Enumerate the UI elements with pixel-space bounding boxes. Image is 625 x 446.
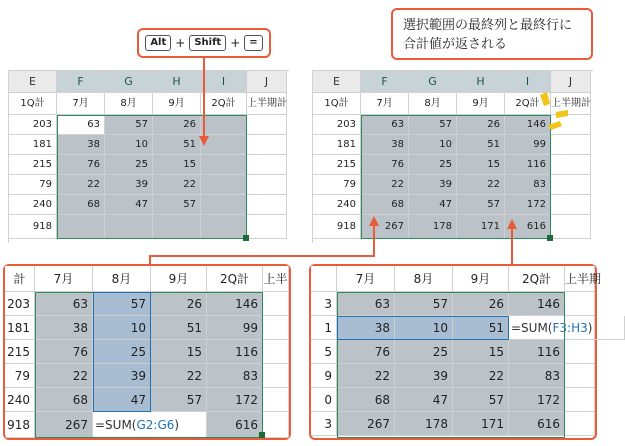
table-cell[interactable]: 116 [505, 155, 551, 175]
table-cell[interactable] [551, 175, 591, 195]
table-cell[interactable]: 57 [457, 195, 505, 215]
column-title: 8月 [409, 93, 457, 115]
spreadsheet-before [8, 70, 289, 243]
table-cell[interactable] [247, 115, 287, 135]
month-titles-row [313, 93, 591, 115]
table-cell[interactable]: 76 [337, 340, 395, 364]
table-cell[interactable]: 10 [105, 135, 153, 155]
table-cell[interactable]: 267 [35, 412, 93, 438]
table-cell[interactable]: 57 [395, 292, 453, 316]
table-cell[interactable] [263, 412, 289, 438]
column-header-h[interactable]: H [153, 71, 201, 93]
column-title: 9月 [457, 93, 505, 115]
table-cell[interactable]: 39 [395, 364, 453, 388]
table-cell[interactable]: 918 [5, 412, 35, 438]
zoom-title-row [311, 266, 602, 292]
zoom-title-row [5, 266, 289, 292]
table-cell[interactable] [247, 195, 287, 215]
table-cell[interactable] [263, 316, 289, 340]
table-row [311, 316, 625, 340]
month-titles-row [9, 93, 287, 115]
table-cell[interactable]: 25 [395, 340, 453, 364]
table-cell[interactable]: 181 [9, 135, 57, 155]
zoom-left-grid [5, 266, 289, 438]
table-cell[interactable]: 215 [5, 340, 35, 364]
column-title: 7月 [35, 266, 93, 292]
table-cell[interactable]: 918 [9, 215, 57, 239]
table-cell[interactable]: 79 [5, 364, 35, 388]
table-cell[interactable] [565, 388, 595, 412]
table-cell[interactable]: 99 [207, 316, 263, 340]
table-row [311, 412, 595, 436]
table-cell[interactable]: 146 [207, 292, 263, 316]
table-cell[interactable] [551, 115, 591, 135]
table-cell[interactable] [201, 215, 247, 239]
formula-suffix: ) [587, 321, 593, 335]
table-row [9, 115, 287, 135]
table-cell[interactable]: 181 [313, 135, 361, 155]
column-title: 7月 [337, 266, 395, 292]
table-cell[interactable]: 22 [457, 175, 505, 195]
table-cell[interactable]: 39 [409, 175, 457, 195]
table-cell[interactable] [247, 215, 287, 239]
column-title: 2Q計 [505, 93, 551, 115]
table-cell[interactable]: 51 [153, 135, 201, 155]
table-cell[interactable]: 5 [311, 340, 337, 364]
column-title: 1Q計 [9, 93, 57, 115]
column-header-f[interactable]: F [57, 71, 105, 93]
table-cell[interactable]: 0 [311, 388, 337, 412]
table-row [5, 388, 289, 412]
table-row [311, 364, 595, 388]
table-row [311, 340, 595, 364]
table-row [9, 175, 287, 195]
note-line-2: 合計値が返される [403, 37, 508, 52]
table-cell[interactable] [565, 364, 595, 388]
table-cell[interactable]: 26 [151, 292, 207, 316]
table-cell[interactable]: 47 [93, 388, 151, 412]
zoom-row-total [309, 264, 602, 440]
table-cell[interactable]: 76 [361, 155, 409, 175]
table-cell[interactable]: 63 [57, 115, 105, 135]
table-cell[interactable]: 83 [207, 364, 263, 388]
table-cell[interactable]: 203 [5, 292, 35, 316]
table-cell[interactable]: 9 [311, 364, 337, 388]
table-cell[interactable]: 15 [457, 155, 505, 175]
table-cell[interactable]: 68 [57, 195, 105, 215]
table-cell[interactable]: 172 [505, 195, 551, 215]
table-cell[interactable]: 57 [93, 292, 151, 316]
table-cell[interactable]: 57 [105, 115, 153, 135]
shift-key: Shift [189, 35, 226, 51]
table-cell[interactable]: 47 [409, 195, 457, 215]
column-title: 2Q計 [201, 93, 247, 115]
table-cell[interactable]: 68 [337, 388, 395, 412]
column-header-g[interactable]: G [409, 71, 457, 93]
table-cell[interactable] [201, 135, 247, 155]
column-title: 計 [5, 266, 35, 292]
table-row [5, 340, 289, 364]
table-cell[interactable]: 22 [151, 364, 207, 388]
formula-range: G2:G6 [136, 418, 175, 432]
formula-range: F3:H3 [552, 321, 588, 335]
table-cell[interactable]: 1 [311, 316, 337, 340]
table-cell[interactable]: 15 [151, 340, 207, 364]
table-cell[interactable]: 616 [207, 412, 263, 438]
column-title: 上半期計 [247, 93, 287, 115]
table-cell[interactable]: 26 [453, 292, 509, 316]
table-cell[interactable]: 616 [505, 215, 551, 239]
table-cell[interactable]: 38 [57, 135, 105, 155]
table-cell[interactable] [247, 155, 287, 175]
table-cell[interactable]: 267 [361, 215, 409, 239]
table-cell[interactable] [201, 115, 247, 135]
table-cell[interactable]: 178 [409, 215, 457, 239]
table-cell[interactable]: 240 [5, 388, 35, 412]
table-cell[interactable] [201, 155, 247, 175]
table-cell[interactable]: 57 [151, 388, 207, 412]
table-cell[interactable]: 267 [337, 412, 395, 436]
column-title: 9月 [153, 93, 201, 115]
table-cell[interactable] [551, 155, 591, 175]
table-cell[interactable]: 15 [453, 340, 509, 364]
table-cell[interactable]: 51 [453, 316, 509, 340]
table-cell[interactable]: 25 [105, 155, 153, 175]
table-cell[interactable]: 22 [57, 175, 105, 195]
table-cell[interactable]: 47 [395, 388, 453, 412]
table-cell[interactable]: 47 [105, 195, 153, 215]
table-cell[interactable]: 79 [9, 175, 57, 195]
table-cell[interactable]: 25 [409, 155, 457, 175]
fill-handle[interactable] [547, 235, 553, 241]
column-header-f[interactable]: F [361, 71, 409, 93]
table-row [313, 135, 591, 155]
total-row [5, 412, 289, 438]
table-row [313, 175, 591, 195]
table-cell[interactable]: 83 [509, 364, 565, 388]
plus-sign: + [175, 36, 186, 50]
formula-prefix: =SUM( [95, 418, 137, 432]
column-header-j[interactable]: J [247, 71, 287, 93]
table-cell[interactable]: 57 [153, 195, 201, 215]
table-row [5, 292, 289, 316]
table-cell[interactable]: 171 [453, 412, 509, 436]
column-letters-row [9, 71, 287, 93]
table-cell[interactable] [565, 340, 595, 364]
table-cell[interactable]: 215 [9, 155, 57, 175]
column-header-i[interactable]: I [201, 71, 247, 93]
table-cell[interactable] [263, 388, 289, 412]
column-header-i[interactable]: I [505, 71, 551, 93]
table-cell[interactable]: 38 [337, 316, 395, 340]
table-cell[interactable] [263, 292, 289, 316]
note-line-1: 選択範囲の最終列と最終行に [403, 18, 573, 33]
column-header-e[interactable]: E [9, 71, 57, 93]
table-row [9, 135, 287, 155]
column-title: 7月 [57, 93, 105, 115]
table-cell[interactable] [263, 364, 289, 388]
table-cell[interactable]: 22 [153, 175, 201, 195]
table-cell[interactable]: 116 [509, 340, 565, 364]
table-cell[interactable]: 57 [409, 115, 457, 135]
table-row [311, 292, 595, 316]
column-title [311, 266, 337, 292]
table-cell[interactable]: 76 [57, 155, 105, 175]
table-row [311, 388, 595, 412]
table-cell[interactable] [551, 135, 591, 155]
table-cell[interactable] [551, 215, 591, 239]
table-cell[interactable]: 918 [313, 215, 361, 239]
table-row [9, 155, 287, 175]
table-cell[interactable]: 181 [5, 316, 35, 340]
table-cell[interactable]: 10 [93, 316, 151, 340]
table-row [5, 364, 289, 388]
table-row [313, 155, 591, 175]
table-cell[interactable]: 10 [395, 316, 453, 340]
table-row [313, 115, 591, 135]
column-title: 上半期 [565, 266, 595, 292]
column-title: 9月 [151, 266, 207, 292]
table-cell[interactable]: 240 [313, 195, 361, 215]
table-cell[interactable]: 79 [313, 175, 361, 195]
column-title: 2Q計 [207, 266, 263, 292]
column-title: 8月 [395, 266, 453, 292]
table-cell[interactable]: 39 [105, 175, 153, 195]
table-cell[interactable]: 116 [207, 340, 263, 364]
column-title: 1Q計 [313, 93, 361, 115]
fill-handle[interactable] [259, 432, 265, 438]
table-cell[interactable]: 26 [457, 115, 505, 135]
table-cell[interactable]: 57 [453, 388, 509, 412]
table-cell[interactable] [565, 292, 595, 316]
table-cell[interactable]: 178 [395, 412, 453, 436]
alt-key: Alt [145, 35, 171, 51]
table-cell[interactable]: 171 [457, 215, 505, 239]
column-header-h[interactable]: H [457, 71, 505, 93]
table-cell[interactable] [105, 215, 153, 239]
table-cell[interactable]: 68 [361, 195, 409, 215]
table-cell[interactable] [57, 215, 105, 239]
table-cell[interactable]: 203 [313, 115, 361, 135]
table-row [5, 316, 289, 340]
table-cell[interactable]: 51 [151, 316, 207, 340]
plus-sign: + [230, 36, 241, 50]
table-cell[interactable] [201, 195, 247, 215]
table-cell[interactable]: 51 [457, 135, 505, 155]
column-title: 上半 [263, 266, 289, 292]
table-cell[interactable]: 22 [337, 364, 395, 388]
table-cell[interactable]: 146 [505, 115, 551, 135]
table-cell[interactable]: 38 [35, 316, 93, 340]
table-cell[interactable]: 63 [361, 115, 409, 135]
table-cell[interactable]: 83 [505, 175, 551, 195]
column-title: 8月 [93, 266, 151, 292]
table-cell[interactable]: 3 [311, 412, 337, 436]
table-cell[interactable]: 68 [35, 388, 93, 412]
column-title: 8月 [105, 93, 153, 115]
table-cell[interactable] [263, 340, 289, 364]
table-cell[interactable]: 63 [35, 292, 93, 316]
spreadsheet-after [312, 70, 593, 243]
table-cell[interactable]: 99 [505, 135, 551, 155]
result-note-callout [391, 8, 593, 60]
column-title: 9月 [453, 266, 509, 292]
table-cell[interactable] [565, 412, 595, 436]
sum-formula-cell[interactable] [509, 316, 595, 340]
table-cell[interactable] [247, 175, 287, 195]
table-cell[interactable]: 215 [313, 155, 361, 175]
table-cell[interactable] [595, 316, 625, 340]
table-cell[interactable]: 10 [409, 135, 457, 155]
table-cell[interactable]: 38 [361, 135, 409, 155]
table-cell[interactable]: 172 [509, 388, 565, 412]
table-cell[interactable] [551, 195, 591, 215]
column-letters-row [313, 71, 591, 93]
column-header-e[interactable]: E [313, 71, 361, 93]
table-cell[interactable] [247, 135, 287, 155]
zoom-column-total [3, 264, 291, 440]
table-cell[interactable]: 146 [509, 292, 565, 316]
table-cell[interactable] [153, 215, 201, 239]
equals-key: = [244, 35, 262, 51]
table-cell[interactable]: 240 [9, 195, 57, 215]
table-cell[interactable]: 26 [153, 115, 201, 135]
table-cell[interactable]: 203 [9, 115, 57, 135]
sum-formula-cell[interactable] [93, 412, 207, 438]
table-cell[interactable]: 3 [311, 292, 337, 316]
table-row [313, 195, 591, 215]
formula-prefix: =SUM( [511, 321, 553, 335]
table-cell[interactable]: 22 [361, 175, 409, 195]
table-cell[interactable]: 172 [207, 388, 263, 412]
table-cell[interactable]: 25 [93, 340, 151, 364]
table-cell[interactable]: 76 [35, 340, 93, 364]
table-row [9, 195, 287, 215]
formula-suffix: ) [174, 418, 180, 432]
column-title: 上半期計 [551, 93, 591, 115]
column-header-g[interactable]: G [105, 71, 153, 93]
table-cell[interactable]: 15 [153, 155, 201, 175]
shortcut-callout [137, 28, 271, 58]
table-cell[interactable]: 22 [35, 364, 93, 388]
table-cell[interactable]: 39 [93, 364, 151, 388]
table-cell[interactable]: 63 [337, 292, 395, 316]
column-title: 2Q計 [509, 266, 565, 292]
column-header-j[interactable]: J [551, 71, 591, 93]
fill-handle[interactable] [243, 235, 249, 241]
zoom-right-grid [311, 266, 602, 438]
table-cell[interactable] [201, 175, 247, 195]
column-title: 7月 [361, 93, 409, 115]
table-cell[interactable]: 616 [509, 412, 565, 436]
table-cell[interactable]: 22 [453, 364, 509, 388]
